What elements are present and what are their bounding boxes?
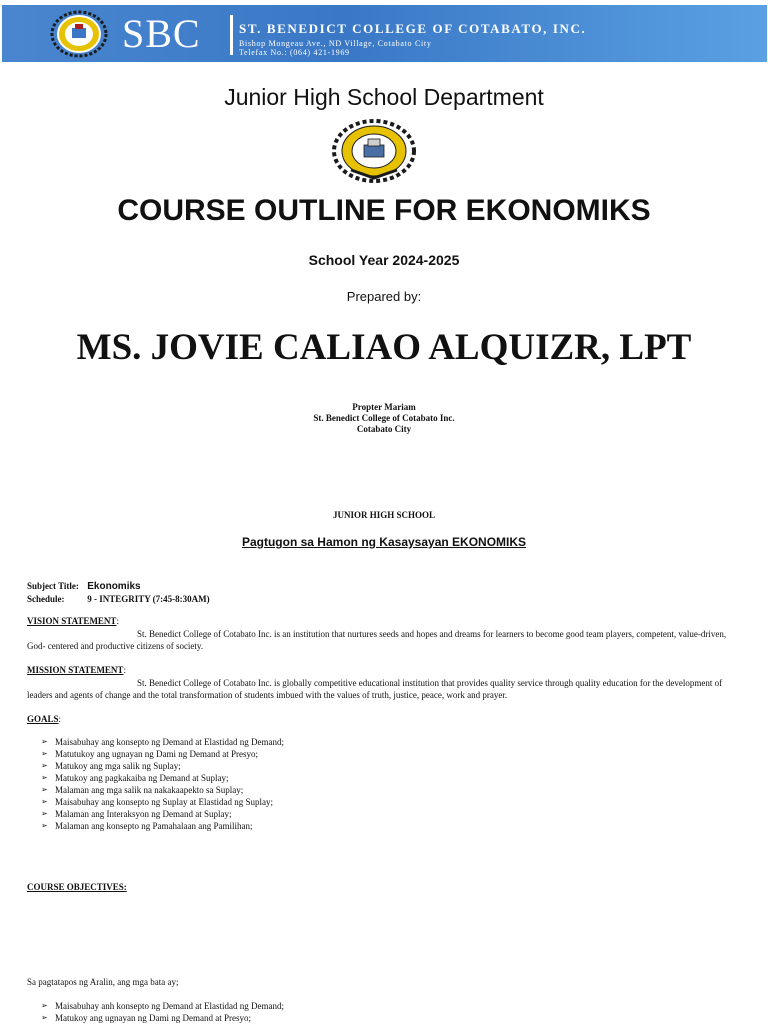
address-line: St. Benedict College of Cotabato Inc. [313,413,455,423]
mission-heading-text: MISSION STATEMENT [27,665,124,675]
goals-list [27,736,284,832]
objectives-list [27,1000,284,1024]
bullet-arrow-icon: ➢ [41,761,48,770]
goals-heading [27,713,61,725]
objectives-heading [27,881,127,893]
school-seal-icon [331,118,417,184]
objectives-heading-text: COURSE OBJECTIVES: [27,882,127,892]
banner-telefax: Telefax No.: (064) 421-1969 [239,48,350,57]
banner-divider [230,15,233,55]
bullet-arrow-icon: ➢ [41,797,48,806]
list-item: ➢ Maisabuhay anh konsepto ng Demand at Elastidad ng Demand; [41,1001,284,1011]
vision-colon: : [116,616,119,626]
list-item: ➢ Maisabuhay ang konsepto ng Suplay at Elastidad ng Suplay; [41,797,273,807]
goals-colon: : [58,714,62,724]
list-item: ➢ Malaman ang mga salik na nakakaapekto sa Suplay; [41,785,244,795]
list-item: ➢ Matutukoy ang ugnayan ng Dami ng Demand at Presyo; [41,749,258,759]
bullet-arrow-icon: ➢ [41,821,48,830]
subject-label: Subject Title: [27,581,79,591]
banner-acronym: SBC [122,11,201,56]
address-block [0,402,768,435]
mission-colon: : [123,665,126,675]
subject-value: Ekonomiks [87,581,141,592]
department-title: Junior High School Department [224,84,544,110]
bullet-arrow-icon: ➢ [41,1001,48,1010]
schedule-value: 9 - INTEGRITY (7:45-8:30AM) [87,594,210,604]
bullet-arrow-icon: ➢ [41,809,48,818]
mission-heading [27,664,126,676]
list-item: ➢ Malaman ang Interaksyon ng Demand at Suplay; [41,809,232,819]
list-item: ➢ Matukoy ang pagkakaiba ng Demand at Suplay; [41,773,229,783]
goals-heading-text: GOALS [27,714,59,724]
bullet-arrow-icon: ➢ [41,1013,48,1022]
schedule-label: Schedule: [27,594,65,604]
address-line: Cotabato City [356,424,412,434]
prepared-by-label: Prepared by: [346,289,422,304]
bullet-arrow-icon: ➢ [41,785,48,794]
letterhead-banner [2,5,767,62]
list-item: ➢ Maisabuhay ang konsepto ng Demand at Elastidad ng Demand; [41,737,284,747]
course-title: COURSE OUTLINE FOR EKONOMIKS [117,194,651,227]
school-year: School Year 2024-2025 [308,252,460,268]
bullet-arrow-icon: ➢ [41,749,48,758]
vision-heading-text: VISION STATEMENT [27,616,117,626]
banner-address: Bishop Mongeau Ave., ND Village, Cotabato City [239,39,432,48]
list-item: ➢ Malaman ang konsepto ng Pamahalaan ang Pamilihan; [41,821,253,831]
course-subtitle: Pagtugon sa Hamon ng Kasaysayan EKONOMIKS [241,535,527,549]
objectives-intro: Sa pagtatapos ng Aralin, ang mga bata ay; [27,977,179,987]
school-seal-icon [48,10,110,58]
mission-text: St. Benedict College of Cotabato Inc. is globally competitive educational institution that provides quality service through quality education for the development of leaders and agents of change and the total transformation of students imbued with the values of truth, justice, peace, work and prayer. [27,678,723,700]
list-item: ➢ Matukoy ang mga salik ng Suplay; [41,761,181,771]
subject-info [27,580,210,605]
address-line: Propter Mariam [352,402,416,412]
banner-school-name: ST. BENEDICT COLLEGE OF COTABATO, INC. [239,21,587,36]
bullet-arrow-icon: ➢ [41,773,48,782]
bullet-arrow-icon: ➢ [41,737,48,746]
list-item: ➢ Matukoy ang ugnayan ng Dami ng Demand at Presyo; [41,1013,251,1023]
teacher-name: MS. JOVIE CALIAO ALQUIZR, LPT [76,327,692,368]
vision-text: St. Benedict College of Cotabato Inc. is an institution that nurtures seeds and hopes and dreams for learners to become good team players, competent, value-driven, God- centered and productive citizens of society. [27,629,727,651]
vision-heading [27,615,119,627]
level-heading: JUNIOR HIGH SCHOOL [332,510,435,520]
